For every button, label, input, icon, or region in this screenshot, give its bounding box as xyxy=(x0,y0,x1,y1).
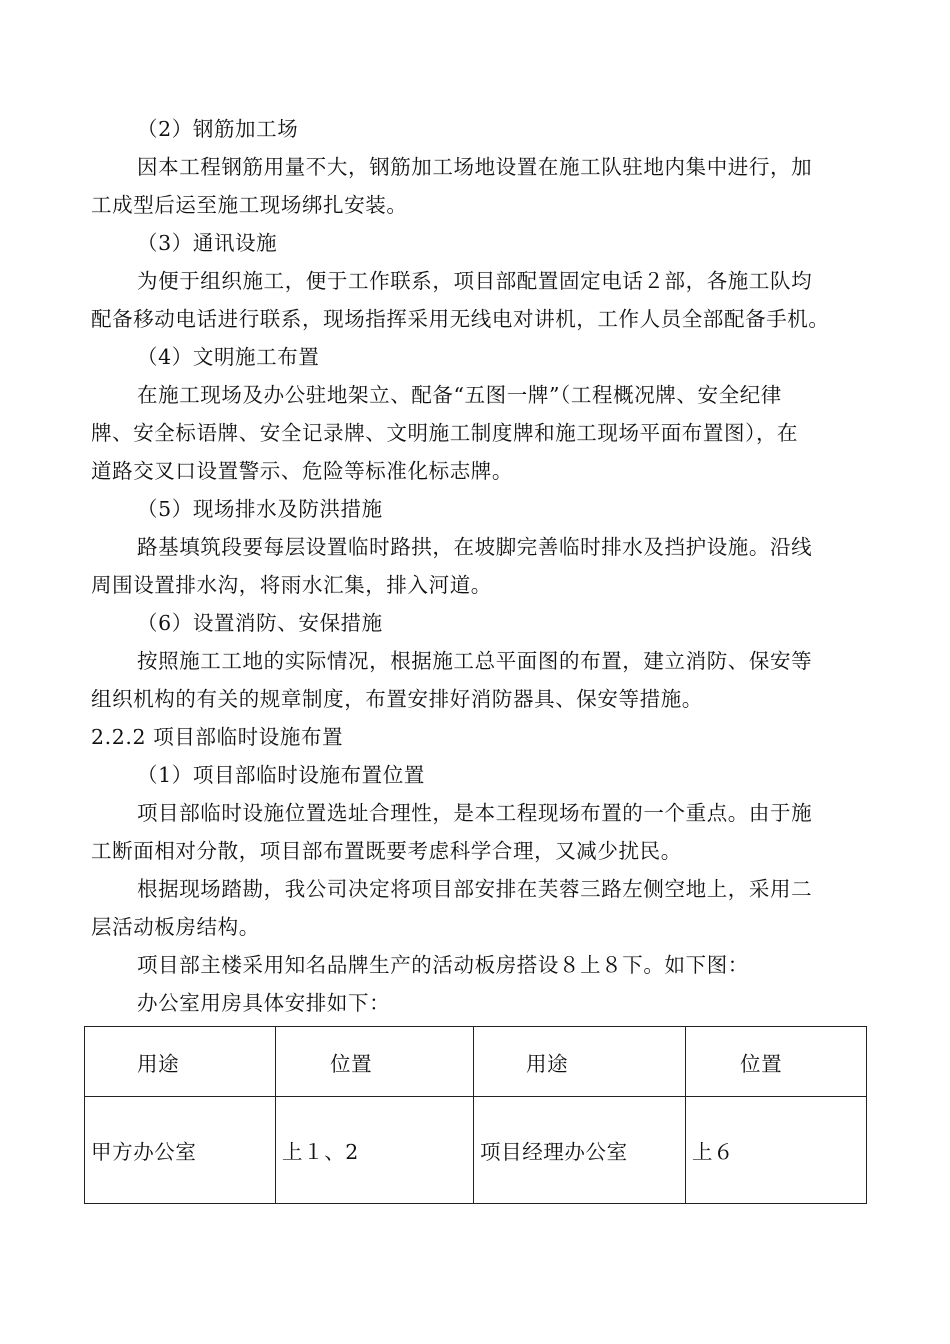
paragraph-line: 按照施工工地的实际情况，根据施工总平面图的布置，建立消防、保安等 xyxy=(137,649,813,673)
paragraph-line: 为便于组织施工，便于工作联系，项目部配置固定电话２部，各施工队均 xyxy=(137,269,813,293)
table-header-cell: 用途 xyxy=(85,1027,276,1097)
table-header-cell: 位置 xyxy=(686,1027,867,1097)
paragraph-line: 路基填筑段要每层设置临时路拱，在坡脚完善临时排水及挡护设施。沿线 xyxy=(137,535,813,559)
paragraph-line: 工成型后运至施工现场绑扎安装。 xyxy=(91,193,408,217)
paragraph-line: 周围设置排水沟，将雨水汇集，排入河道。 xyxy=(91,573,492,597)
paragraph-line: 牌、安全标语牌、安全记录牌、文明施工制度牌和施工现场平面布置图），在 xyxy=(91,421,799,445)
paragraph-line: 在施工现场及办公驻地架立、配备“五图一牌”（工程概况牌、安全纪律 xyxy=(137,383,782,407)
paragraph-line: 道路交叉口设置警示、危险等标准化标志牌。 xyxy=(91,459,513,483)
table-cell: 上１、2 xyxy=(276,1097,474,1204)
section-heading-2-2-2: 2.2.2 项目部临时设施布置 xyxy=(91,725,344,749)
heading-communication: （3）通讯设施 xyxy=(137,231,278,255)
heading-drainage: （5）现场排水及防洪措施 xyxy=(137,497,383,521)
paragraph-line: 根据现场踏勘，我公司决定将项目部安排在芙蓉三路左侧空地上，采用二 xyxy=(137,877,813,901)
table-header-row xyxy=(85,1027,867,1097)
table-header-cell: 位置 xyxy=(276,1027,474,1097)
heading-fire-security: （6）设置消防、安保措施 xyxy=(137,611,383,635)
paragraph-line: 工断面相对分散，项目部布置既要考虑科学合理，又减少扰民。 xyxy=(91,839,682,863)
office-allocation-table xyxy=(84,1026,867,1204)
table-cell: 上６ xyxy=(686,1097,867,1204)
heading-civilized-construction: （4）文明施工布置 xyxy=(137,345,320,369)
paragraph-line: 配备移动电话进行联系，现场指挥采用无线电对讲机，工作人员全部配备手机。 xyxy=(91,307,830,331)
paragraph-line: 项目部临时设施位置选址合理性，是本工程现场布置的一个重点。由于施 xyxy=(137,801,813,825)
paragraph-line: 组织机构的有关的规章制度，布置安排好消防器具、保安等措施。 xyxy=(91,687,703,711)
paragraph-line: 项目部主楼采用知名品牌生产的活动板房搭设８上８下。如下图： xyxy=(137,953,749,977)
paragraph-line: 层活动板房结构。 xyxy=(91,915,260,939)
table-header-cell: 用途 xyxy=(474,1027,686,1097)
table-cell: 甲方办公室 xyxy=(85,1097,276,1204)
heading-rebar-yard: （2）钢筋加工场 xyxy=(137,117,299,141)
heading-temp-facility-location: （1）项目部临时设施布置位置 xyxy=(137,763,425,787)
paragraph-line: 办公室用房具体安排如下： xyxy=(137,991,391,1015)
table-row xyxy=(85,1097,867,1204)
paragraph-line: 因本工程钢筋用量不大，钢筋加工场地设置在施工队驻地内集中进行，加 xyxy=(137,155,813,179)
table-cell: 项目经理办公室 xyxy=(474,1097,686,1204)
